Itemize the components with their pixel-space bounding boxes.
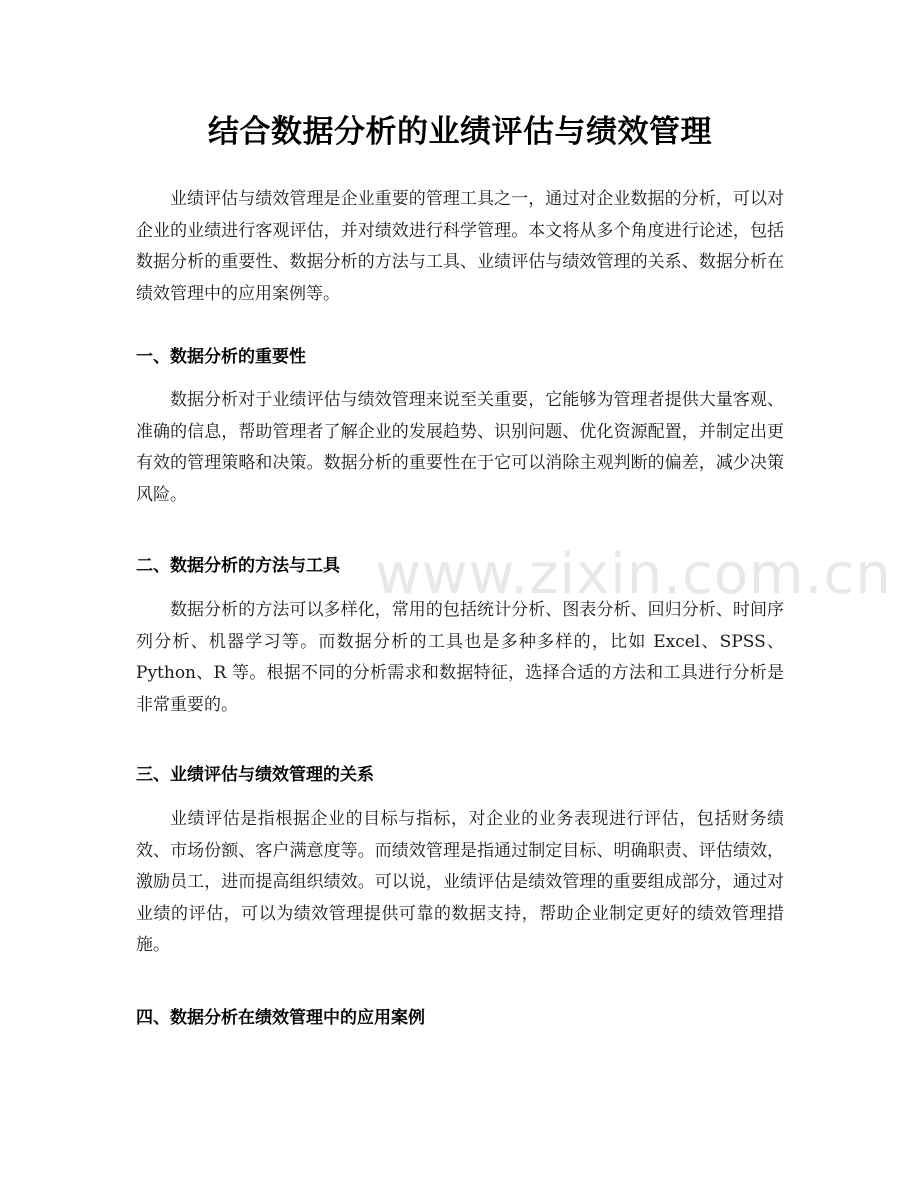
section-body-importance: 数据分析对于业绩评估与绩效管理来说至关重要，它能够为管理者提供大量客观、准确的信息，帮助管理者了解企业的发展趋势、识别问题、优化资源配置，并制定出更有效的管理策略和决策。数据分析的重要性在于它可以消除主观判断的偏差，减少决策风险。 [136,390,784,505]
section-heading-methods-tools: 二、数据分析的方法与工具 [136,556,340,576]
document-title: 结合数据分析的业绩评估与绩效管理 [208,114,712,150]
section-body-relationship: 业绩评估是指根据企业的目标与指标，对企业的业务表现进行评估，包括财务绩效、市场份额、客户满意度等。而绩效管理是指通过制定目标、明确职责、评估绩效，激励员工，进而提高组织绩效。可以说，业绩评估是绩效管理的重要组成部分，通过对业绩的评估，可以为绩效管理提供可靠的数据支持，帮助企业制定更好的绩效管理措施。 [136,809,784,955]
section-heading-relationship: 三、业绩评估与绩效管理的关系 [136,765,374,785]
section-heading-importance: 一、数据分析的重要性 [136,347,306,367]
section-body-methods-tools: 数据分析的方法可以多样化，常用的包括统计分析、图表分析、回归分析、时间序列分析、机器学习等。而数据分析的工具也是多种多样的，比如 Excel、SPSS、Python、R 等。根据不同的分析需求和数据特征，选择合适的方法和工具进行分析是非常重要的。 [136,600,784,715]
intro-paragraph: 业绩评估与绩效管理是企业重要的管理工具之一，通过对企业数据的分析，可以对企业的业绩进行客观评估，并对绩效进行科学管理。本文将从多个角度进行论述，包括数据分析的重要性、数据分析的方法与工具、业绩评估与绩效管理的关系、数据分析在绩效管理中的应用案例等。 [136,189,784,304]
watermark-text: www.zixin.com.cn [375,542,892,607]
section-heading-application-cases: 四、数据分析在绩效管理中的应用案例 [136,1008,425,1028]
